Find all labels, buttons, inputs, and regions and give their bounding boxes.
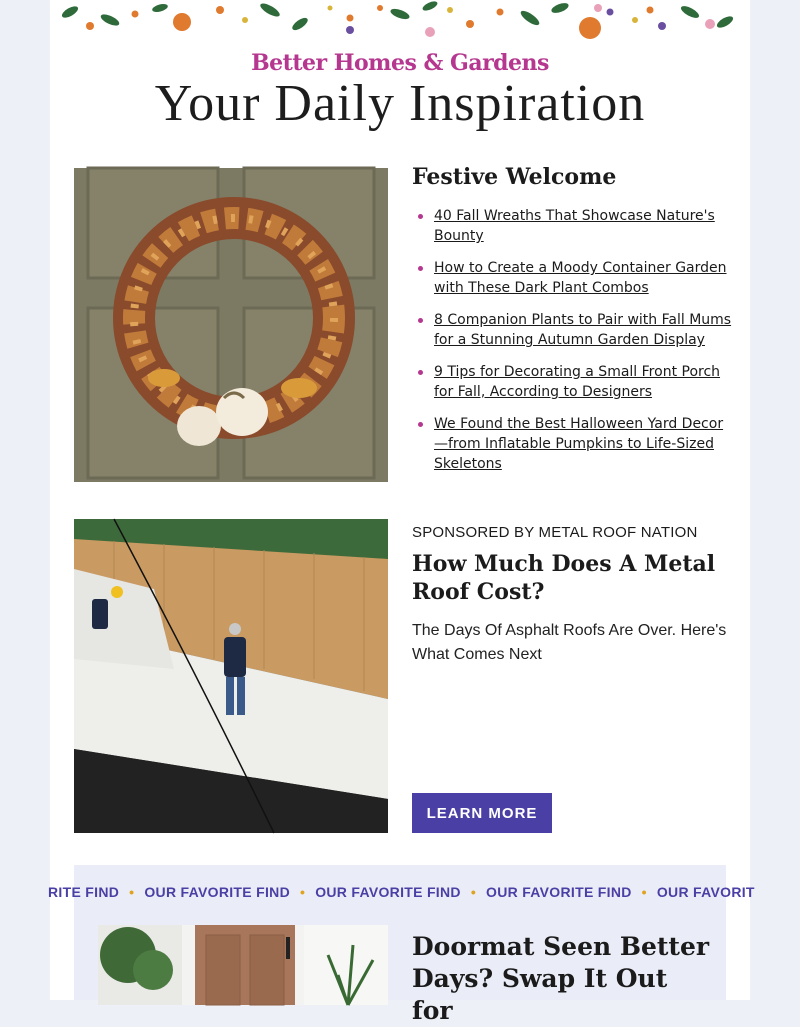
bullet-icon [418,266,423,271]
sponsor-label: SPONSORED BY METAL ROOF NATION [412,524,698,541]
dot-separator-icon: • [129,884,135,900]
bullet-icon [418,422,423,427]
list-item [412,206,732,246]
ad-headline[interactable]: How Much Does A Metal Roof Cost? [412,551,716,605]
dot-separator-icon: • [470,884,477,900]
article-link-list [412,206,732,486]
favorite-find-headline[interactable]: Doormat Seen Better Days? Swap It Out for [412,932,710,1025]
ticker-item: RITE FIND [48,884,120,900]
section-title-festive-welcome: Festive Welcome [412,164,617,190]
newsletter-email [48,0,755,1025]
bullet-icon [418,370,423,375]
article-link-companion-plants[interactable]: 8 Companion Plants to Pair with Fall Mums for a Stunning Autumn Garden Display [434,312,732,348]
article-link-front-porch[interactable]: 9 Tips for Decorating a Small Front Porch for Fall, According to Designers [434,364,721,400]
article-link-moody-container[interactable]: How to Create a Moody Container Garden with These Dark Plant Combos [434,260,727,296]
page-title: Your Daily Inspiration [154,75,646,132]
list-item [412,258,732,298]
wreath-photo[interactable] [74,168,388,482]
ticker-item: OUR FAVORITE FIND [144,884,290,900]
bullet-icon [418,318,423,323]
roofers-photo[interactable] [74,519,388,833]
ticker-item: OUR FAVORITE FIND [486,884,632,900]
list-item [412,414,732,474]
favorite-find-panel [48,865,755,1025]
favorite-find-ticker [48,884,755,900]
dot-separator-icon: • [641,884,647,900]
ticker-item: OUR FAVORIT [656,884,755,900]
list-item [412,362,732,402]
floral-banner [50,0,750,44]
bullet-icon [418,214,423,219]
ticker-item: OUR FAVORITE FIND [315,884,461,900]
article-link-halloween-decor[interactable]: We Found the Best Halloween Yard Decor—from Inflatable Pumpkins to Life-Sized Skeletons [434,416,724,472]
dot-separator-icon: • [299,884,306,900]
article-link-fall-wreaths[interactable]: 40 Fall Wreaths That Showcase Nature's Bounty [434,208,715,244]
ad-body-text: The Days Of Asphalt Roofs Are Over. Here's What Comes Next [412,622,727,663]
learn-more-button[interactable]: LEARN MORE [412,793,552,833]
list-item [412,310,732,350]
front-door-photo[interactable] [98,925,388,1005]
brand-logo[interactable]: Better Homes & Gardens [251,50,549,76]
